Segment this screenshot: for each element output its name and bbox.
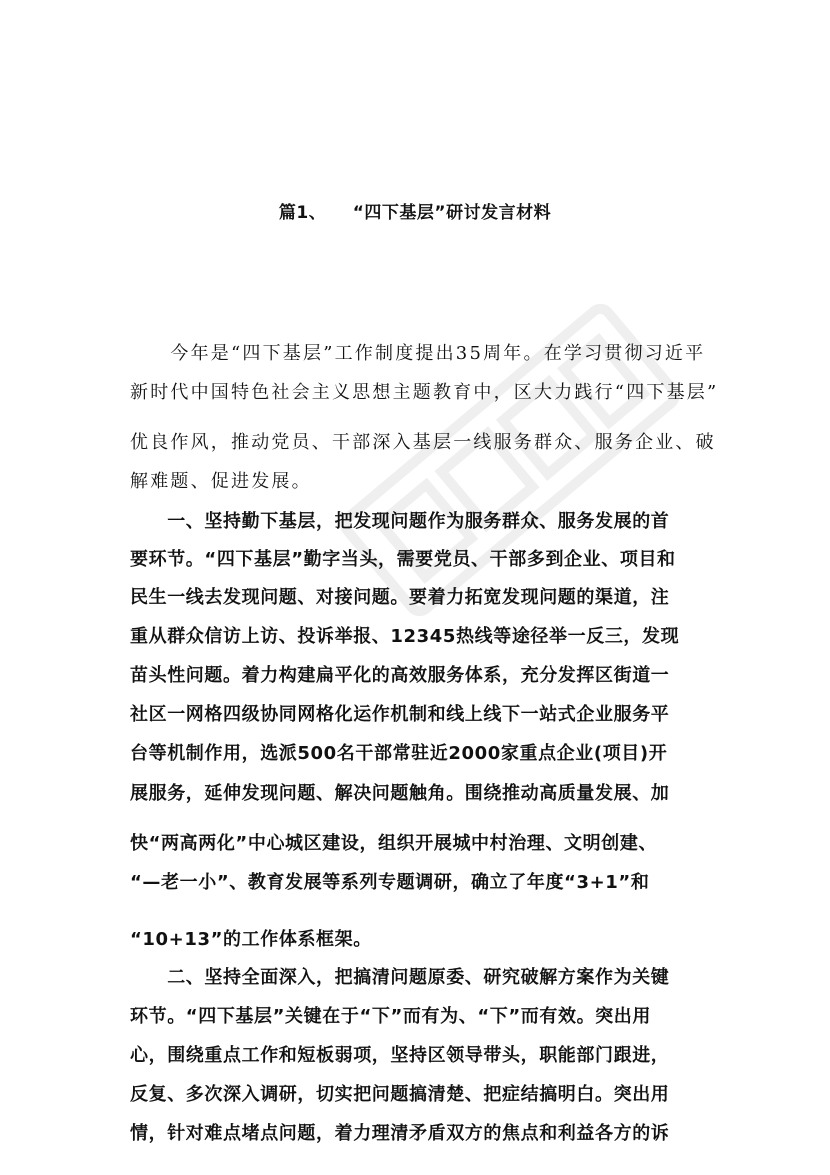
paragraph-2-line-5: 苗头性问题。着力构建扁平化的高效服务体系，充分发挥区街道一 bbox=[130, 665, 670, 686]
paragraph-2-line-10: “—老一小”、教育发展等系列专题调研，确立了年度“3+1”和 bbox=[130, 872, 650, 893]
paragraph-3-line-1: 二、坚持全面深入，把搞清问题原委、研究破解方案作为关键 bbox=[130, 967, 670, 988]
paragraph-2-line-1: 一、坚持勤下基层，把发现问题作为服务群众、服务发展的首 bbox=[130, 511, 670, 532]
paragraph-1-line-2: 新时代中国特色社会主义思想主题教育中，区大力践行“四下基层” bbox=[130, 382, 719, 403]
paragraph-2-line-6: 社区一网格四级协同网格化运作机制和线上线下一站式企业服务平 bbox=[130, 704, 670, 725]
paragraph-2-line-3: 民生一线去发现问题、对接问题。要着力拓宽发现问题的渠道，注 bbox=[130, 587, 670, 608]
paragraph-3-line-5: 情，针对难点堵点问题，着力理清矛盾双方的焦点和利益各方的诉 bbox=[130, 1123, 670, 1144]
document-title: 篇1、 “四下基层”研讨发言材料 bbox=[278, 203, 552, 223]
paragraph-3-line-3: 心，围绕重点工作和短板弱项，坚持区领导带头，职能部门跟进， bbox=[130, 1045, 670, 1066]
paragraph-1-line-4: 解难题、促进发展。 bbox=[130, 471, 312, 492]
paragraph-2-line-8: 展服务，延伸发现问题、解决问题触角。围绕推动高质量发展、加 bbox=[130, 783, 670, 804]
paragraph-1-line-3: 优良作风，推动党员、干部深入基层一线服务群众、服务企业、破 bbox=[130, 432, 716, 453]
paragraph-1-line-1: 今年是“四下基层”工作制度提出35周年。在学习贯彻习近平 bbox=[130, 343, 706, 364]
paragraph-2-line-4: 重从群众信访上访、投诉举报、12345热线等途径举一反三，发现 bbox=[130, 626, 680, 647]
paragraph-3-line-4: 反复、多次深入调研，切实把问题搞清楚、把症结搞明白。突出用 bbox=[130, 1084, 670, 1105]
paragraph-3-line-2: 环节。“四下基层”关键在于“下”而有为、“下”而有效。突出用 bbox=[130, 1006, 651, 1027]
paragraph-2-line-11: “10+13”的工作体系框架。 bbox=[130, 929, 372, 950]
paragraph-2-line-9: 快“两高两化”中心城区建设，组织开展城中村治理、文明创建、 bbox=[130, 833, 658, 854]
paragraph-2-line-7: 台等机制作用，选派500名干部常驻近2000家重点企业(项目)开 bbox=[130, 743, 668, 764]
paragraph-2-line-2: 要环节。“四下基层”勤字当头，需要党员、干部多到企业、项目和 bbox=[130, 549, 676, 570]
